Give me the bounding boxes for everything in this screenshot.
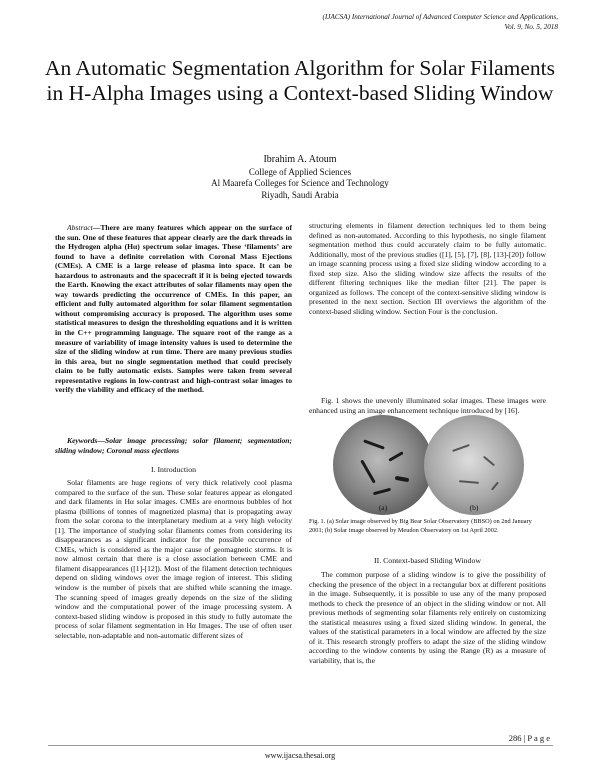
section-heading-context-window: II. Context-based Sliding Window — [374, 556, 481, 565]
introduction-paragraph: Solar filaments are huge regions of very thick relatively cool plasma compared to the surface of the sun. These solar features appear as elongated and dark filaments in Hα solar images. CMEs are enormous bubbles of hot plasma (billions of tonnes of magnetized plasma) that is propagating away from the solar corona to the interplanetary medium at a very high velocity [1]. The importance of studying solar filaments comes from considering its disappearances as a significant indicator for the possible occurrence of CMEs, which is considered as the major cause of geomagnetic storms. It is now almost certain that there is a close association between CME and filament disappearances ([1]-[12]). Most of the filament detection techniques depend on sliding windows over the image region of interest. This sliding window is the number of pixels that are shifted while scanning the image. The scanning speed of images greatly depends on the size of the sliding window and the computational power of the image processing system. A context-based sliding window is proposed in this study to fully automate the process of solar filament segmentation in Hα Images. The use of often user selectable, non-adaptable and non-automatic different sizes of — [55, 478, 292, 640]
abstract — [55, 223, 292, 395]
keywords — [55, 436, 292, 455]
footer-divider — [48, 745, 553, 746]
figure-caption: Fig. 1. (a) Solar image observed by Big Bear Solar Observatory (BBSO) on 2nd January 2001; (b) Solar image observed by Meudon Observatory on 1st April 2002. — [309, 518, 532, 534]
journal-name: (IJACSA) International Journal of Advanced Computer Science and Applications, — [322, 13, 558, 21]
introduction-text — [55, 478, 292, 640]
journal-volume: Vol. 9, No. 5, 2018 — [504, 23, 558, 31]
right-paragraph-1: structuring elements in filament detection techniques led to them being defined as non-automated. According to this hypothesis, no single filament segmentation method thus could accurately claim to be fully automatic. Additionally, most of the previous studies ([1], [5], [7], [8], [13]-[20]) follow an image scanning process using a fixed size sliding window according to a fixed step size. Also the sliding window size affects the results of the different filtering techniques like the median filter [21]. The paper is organized as follows. The concept of the context-sensitive sliding window is presented in the next section. Section III overviews the algorithm of the context-based sliding window. Section Four is the conclusion. — [309, 221, 546, 316]
author-name: Ibrahim A. Atoum — [263, 154, 337, 165]
section2-text — [309, 570, 546, 665]
solar-image-b — [424, 415, 524, 515]
abstract-text: —There are many features which appear on the surface of the sun. One of these features that appear clearly are the dark threads in the Hydrogen alpha (Hα) spectrum solar images. These ‘filaments’ are found to have a definite correlation with Coronal Mass Ejections (CMEs). A CME is a large release of plasma into space. It can be hazardous to astronauts and the spacecraft if it is being ejected towards the Earth. Knowing the exact attributes of solar filaments may open the way towards predicting the occurrence of CMEs. In this paper, an efficient and fully automated algorithm for solar filament segmentation without compromising accuracy is proposed. The algorithm uses some statistical measures to design the thresholding equations and it is written in the C++ programming language. The square root of the range as a measure of variability of image intensity values is used to determine the size of the sliding window at run time. There are many previous studies in this area, but no single segmentation method that could precisely claim to be fully automatic exists. Samples were taken from several representative regions in low-contrast and high-contrast solar images to verify the viability and efficacy of the method. — [55, 223, 292, 395]
author-affiliation-1: College of Applied Sciences — [248, 166, 352, 177]
author-affiliation-2: Al Maarefa Colleges for Science and Technology — [211, 178, 389, 188]
figure-label-b: (b) — [469, 503, 479, 512]
page-number: 286 | P a g e — [508, 733, 550, 743]
section2-paragraph: The common purpose of a sliding window is to give the possibility of checking the presence of the object in a rectangular box at different positions in the image. Subsequently, it is possible to use any of the many proposed methods to check the presence of an object in the sliding window or not. All previous methods of segmenting solar filaments rely entirely on customizing the statistical measures using a fixed sized sliding window. In general, the values of the statistical parameters in a local window are affected by the size of it. This research strongly proffers to adapt the size of the sliding window according to the window contents by using the Range (R) as a measure of variability, that is, the — [309, 570, 546, 665]
journal-url: www.ijacsa.thesai.org — [264, 751, 336, 760]
keywords-label: Keywords— — [67, 436, 105, 445]
figure-label-a: (a) — [378, 503, 388, 512]
right-column-text — [309, 221, 546, 316]
section-heading-introduction: I. Introduction — [150, 465, 197, 474]
figure-intro-text — [309, 396, 546, 415]
solar-image-a — [333, 415, 433, 515]
journal-header — [178, 12, 558, 32]
keywords-text: Solar image processing; solar filament; segmentation; sliding window; Coronal mass ejections — [55, 436, 292, 455]
author-affiliation-3: Riyadh, Saudi Arabia — [261, 189, 339, 200]
right-paragraph-2: Fig. 1 shows the unevenly illuminated solar images. These images were enhanced using an image enhancement technique introduced by [16]. — [309, 396, 546, 415]
paper-title: An Automatic Segmentation Algorithm for Solar Filaments in H-Alpha Images using a Context-based Sliding Window — [45, 56, 555, 105]
abstract-label: Abstract — [67, 223, 93, 232]
author-block — [100, 154, 500, 201]
